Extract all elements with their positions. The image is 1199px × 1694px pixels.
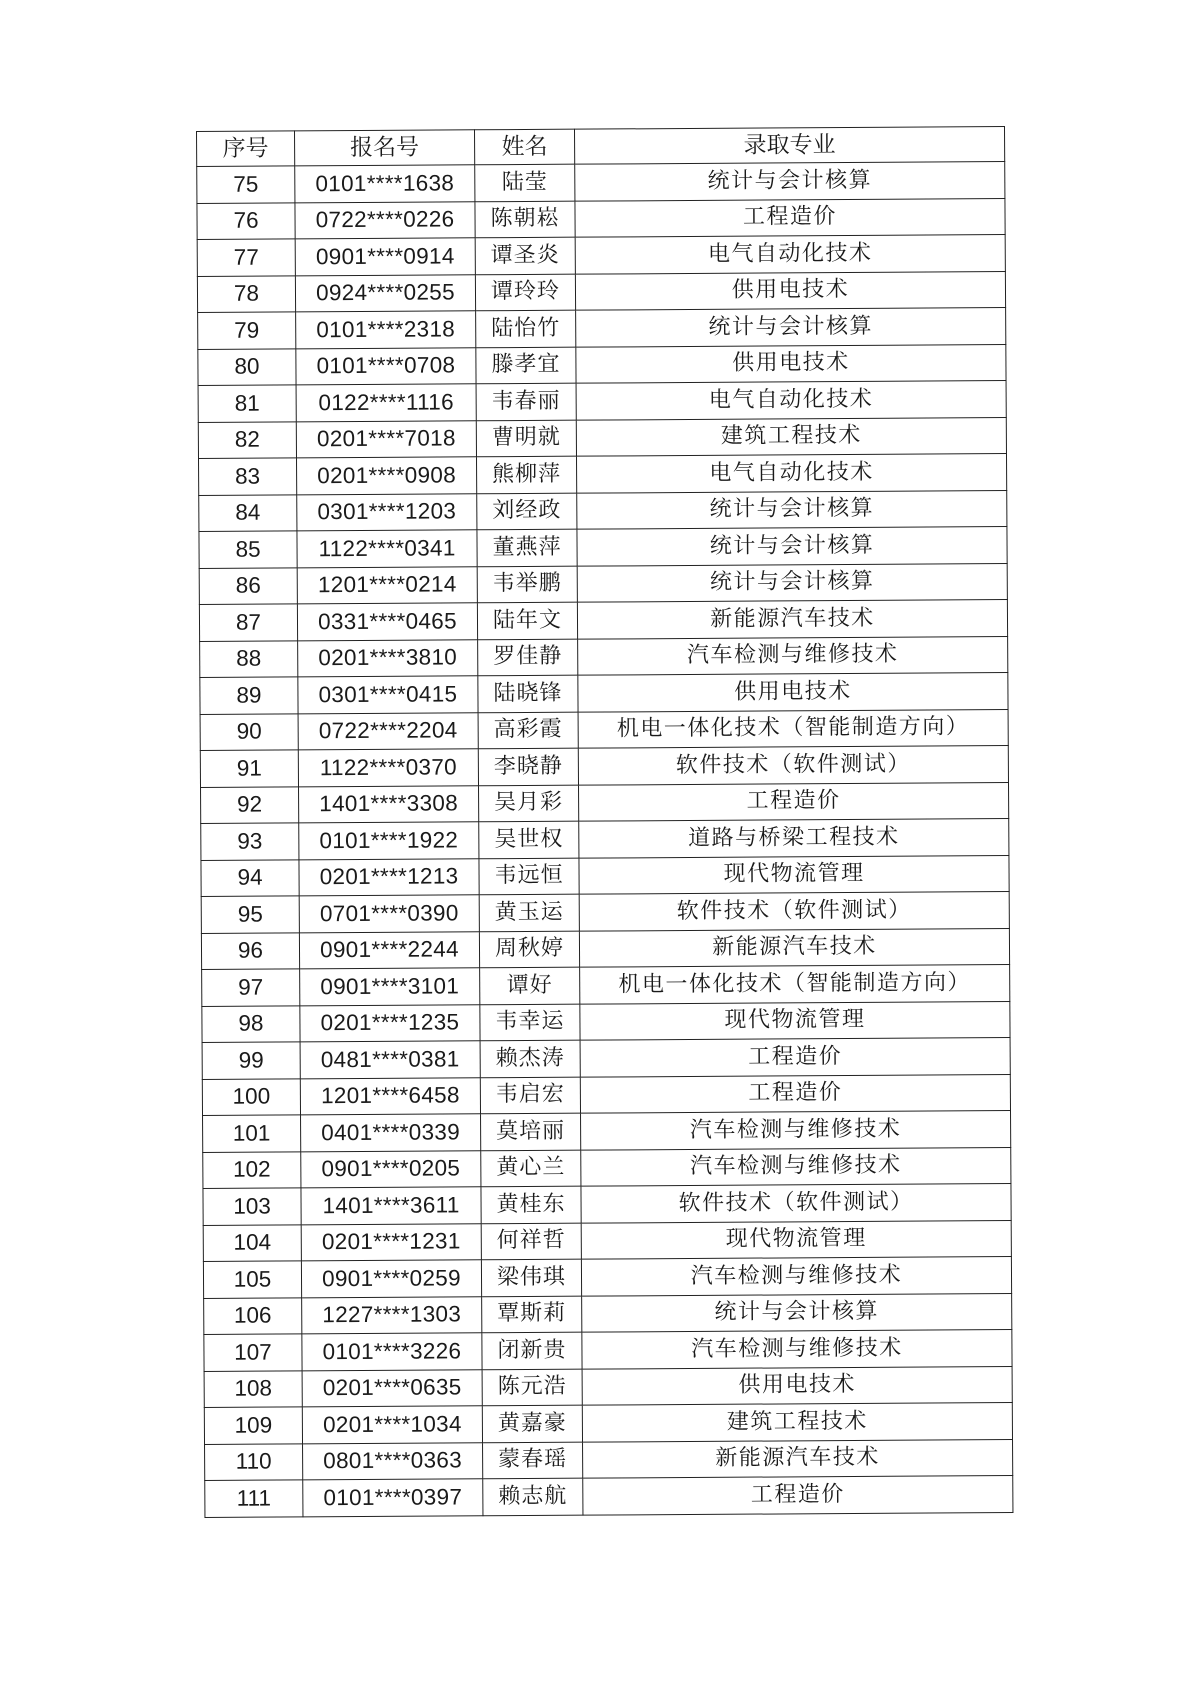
cell-name: 罗佳静 <box>478 639 578 676</box>
table-row <box>198 308 1006 349</box>
cell-seq: 79 <box>198 312 296 349</box>
cell-major: 现代物流管理 <box>580 1001 1010 1040</box>
cell-name: 陈元浩 <box>482 1369 582 1406</box>
cell-reg-no: 1401****3611 <box>301 1187 481 1225</box>
table-row <box>203 1257 1011 1298</box>
cell-name: 吴月彩 <box>479 785 579 822</box>
cell-seq: 89 <box>200 677 298 714</box>
cell-name: 韦幸运 <box>480 1004 580 1041</box>
cell-major: 汽车检测与维修技术 <box>581 1147 1011 1186</box>
table-row <box>202 1038 1010 1079</box>
cell-reg-no: 0201****7018 <box>296 420 476 458</box>
header-row <box>197 127 1005 167</box>
cell-name: 滕孝宜 <box>476 347 576 384</box>
cell-reg-no: 1401****3308 <box>299 785 479 823</box>
cell-seq: 96 <box>201 932 299 969</box>
cell-reg-no: 0201****3810 <box>298 639 478 677</box>
table-row <box>200 746 1008 787</box>
table-row <box>199 454 1007 495</box>
cell-name: 蒙春瑶 <box>483 1442 583 1479</box>
cell-reg-no: 1201****6458 <box>300 1077 480 1115</box>
cell-reg-no: 0401****0339 <box>301 1114 481 1152</box>
cell-major: 工程造价 <box>579 782 1009 821</box>
cell-major: 工程造价 <box>580 1074 1010 1113</box>
table-row <box>204 1293 1012 1334</box>
cell-name: 高彩霞 <box>478 712 578 749</box>
cell-seq: 85 <box>199 531 297 568</box>
cell-major: 汽车检测与维修技术 <box>582 1330 1012 1369</box>
cell-major: 软件技术（软件测试） <box>578 746 1008 785</box>
table-row <box>198 344 1006 385</box>
cell-reg-no: 0201****1231 <box>301 1223 481 1261</box>
table-row <box>197 271 1005 312</box>
cell-seq: 94 <box>201 859 299 896</box>
cell-reg-no: 0331****0465 <box>297 603 477 641</box>
cell-name: 谭好 <box>480 967 580 1004</box>
cell-seq: 78 <box>197 275 295 312</box>
table-header <box>197 127 1005 167</box>
table-row <box>203 1184 1011 1225</box>
cell-reg-no: 0722****2204 <box>298 712 478 750</box>
cell-reg-no: 1122****0341 <box>297 530 477 568</box>
cell-name: 刘经政 <box>477 493 577 530</box>
cell-reg-no: 0101****1922 <box>299 822 479 860</box>
cell-name: 熊柳萍 <box>476 456 576 493</box>
cell-seq: 80 <box>198 348 296 385</box>
cell-seq: 83 <box>199 458 297 495</box>
cell-name: 闭新贵 <box>482 1332 582 1369</box>
cell-seq: 101 <box>203 1115 301 1152</box>
cell-major: 统计与会计核算 <box>582 1293 1012 1332</box>
cell-name: 梁伟琪 <box>481 1259 581 1296</box>
cell-seq: 102 <box>203 1151 301 1188</box>
cell-name: 韦远恒 <box>479 858 579 895</box>
cell-reg-no: 0701****0390 <box>299 895 479 933</box>
cell-name: 黄桂东 <box>481 1186 581 1223</box>
cell-reg-no: 0201****0635 <box>302 1369 482 1407</box>
cell-reg-no: 0101****1638 <box>295 165 475 203</box>
table-row <box>203 1147 1011 1188</box>
cell-seq: 77 <box>197 239 295 276</box>
header-reg-no: 报名号 <box>295 130 475 166</box>
cell-reg-no: 0901****3101 <box>300 968 480 1006</box>
cell-seq: 110 <box>205 1443 303 1480</box>
cell-seq: 107 <box>204 1334 302 1371</box>
cell-major: 机电一体化技术（智能制造方向） <box>580 965 1010 1004</box>
cell-major: 供用电技术 <box>575 271 1005 310</box>
cell-name: 谭圣炎 <box>475 237 575 274</box>
table-row <box>204 1403 1012 1444</box>
cell-reg-no: 0481****0381 <box>300 1041 480 1079</box>
cell-name: 吴世权 <box>479 821 579 858</box>
cell-reg-no: 0901****0259 <box>301 1260 481 1298</box>
cell-reg-no: 0801****0363 <box>303 1442 483 1480</box>
cell-major: 工程造价 <box>583 1476 1013 1515</box>
cell-reg-no: 1227****1303 <box>302 1296 482 1334</box>
cell-major: 供用电技术 <box>576 344 1006 383</box>
cell-reg-no: 0301****0415 <box>298 676 478 714</box>
cell-seq: 82 <box>198 421 296 458</box>
cell-seq: 86 <box>199 567 297 604</box>
cell-reg-no: 0722****0226 <box>295 201 475 239</box>
table-row <box>203 1220 1011 1261</box>
table-row <box>199 490 1007 531</box>
cell-name: 陆怡竹 <box>476 310 576 347</box>
cell-seq: 92 <box>201 786 299 823</box>
cell-major: 统计与会计核算 <box>577 527 1007 566</box>
cell-name: 何祥哲 <box>481 1223 581 1260</box>
cell-name: 董燕萍 <box>477 529 577 566</box>
table-row <box>199 600 1007 641</box>
cell-reg-no: 0924****0255 <box>295 274 475 312</box>
table-row <box>205 1476 1013 1517</box>
cell-reg-no: 0201****0908 <box>296 457 476 495</box>
table-row <box>204 1330 1012 1371</box>
header-name: 姓名 <box>474 129 574 165</box>
table-row <box>202 1001 1010 1042</box>
cell-name: 韦启宏 <box>480 1077 580 1114</box>
cell-major: 现代物流管理 <box>579 855 1009 894</box>
cell-seq: 81 <box>198 385 296 422</box>
cell-name: 陆年文 <box>477 602 577 639</box>
cell-reg-no: 0101****0397 <box>303 1479 483 1517</box>
cell-reg-no: 0901****0205 <box>301 1150 481 1188</box>
cell-seq: 97 <box>202 969 300 1006</box>
cell-reg-no: 0901****0914 <box>295 238 475 276</box>
header-major: 录取专业 <box>574 127 1004 165</box>
cell-reg-no: 0101****2318 <box>296 311 476 349</box>
cell-major: 新能源汽车技术 <box>579 928 1009 967</box>
cell-major: 汽车检测与维修技术 <box>581 1257 1011 1296</box>
cell-name: 周秋婷 <box>479 931 579 968</box>
cell-seq: 98 <box>202 1005 300 1042</box>
admission-table-wrapper <box>196 126 1012 1517</box>
cell-reg-no: 0201****1034 <box>302 1406 482 1444</box>
table-row <box>201 782 1009 823</box>
cell-seq: 105 <box>203 1261 301 1298</box>
cell-reg-no: 0201****1213 <box>299 858 479 896</box>
cell-major: 软件技术（软件测试） <box>579 892 1009 931</box>
cell-seq: 109 <box>204 1407 302 1444</box>
cell-seq: 108 <box>204 1370 302 1407</box>
table-row <box>200 636 1008 677</box>
cell-reg-no: 1201****0214 <box>297 566 477 604</box>
cell-name: 李晓静 <box>478 748 578 785</box>
cell-name: 黄心兰 <box>481 1150 581 1187</box>
cell-major: 建筑工程技术 <box>576 417 1006 456</box>
cell-major: 新能源汽车技术 <box>583 1439 1013 1478</box>
cell-major: 工程造价 <box>580 1038 1010 1077</box>
cell-major: 统计与会计核算 <box>577 490 1007 529</box>
cell-name: 谭玲玲 <box>475 274 575 311</box>
cell-reg-no: 0122****1116 <box>296 384 476 422</box>
table-row <box>205 1439 1013 1480</box>
cell-major: 机电一体化技术（智能制造方向） <box>578 709 1008 748</box>
cell-reg-no: 0301****1203 <box>297 493 477 531</box>
table-row <box>202 965 1010 1006</box>
cell-name: 韦举鹏 <box>477 566 577 603</box>
cell-name: 黄嘉豪 <box>482 1405 582 1442</box>
cell-seq: 93 <box>201 823 299 860</box>
table-body <box>197 162 1013 1517</box>
cell-major: 电气自动化技术 <box>576 454 1006 493</box>
table-row <box>201 819 1009 860</box>
cell-major: 汽车检测与维修技术 <box>581 1111 1011 1150</box>
header-seq: 序号 <box>197 131 295 167</box>
table-row <box>197 162 1005 203</box>
table-row <box>199 563 1007 604</box>
cell-major: 电气自动化技术 <box>575 235 1005 274</box>
cell-major: 建筑工程技术 <box>582 1403 1012 1442</box>
cell-major: 供用电技术 <box>582 1366 1012 1405</box>
cell-major: 供用电技术 <box>578 673 1008 712</box>
table-row <box>199 527 1007 568</box>
table-row <box>198 381 1006 422</box>
table-row <box>204 1366 1012 1407</box>
table-row <box>200 709 1008 750</box>
table-row <box>201 855 1009 896</box>
table-row <box>203 1111 1011 1152</box>
table-row <box>201 892 1009 933</box>
cell-name: 黄玉运 <box>479 894 579 931</box>
cell-seq: 84 <box>199 494 297 531</box>
table-row <box>197 235 1005 276</box>
cell-major: 统计与会计核算 <box>577 563 1007 602</box>
table-row <box>201 928 1009 969</box>
cell-major: 电气自动化技术 <box>576 381 1006 420</box>
cell-major: 统计与会计核算 <box>575 162 1005 201</box>
cell-reg-no: 1122****0370 <box>298 749 478 787</box>
cell-seq: 106 <box>204 1297 302 1334</box>
cell-name: 陆莹 <box>475 164 575 201</box>
admission-table <box>196 126 1013 1517</box>
cell-seq: 104 <box>203 1224 301 1261</box>
cell-name: 赖杰涛 <box>480 1040 580 1077</box>
cell-seq: 111 <box>205 1480 303 1517</box>
cell-seq: 75 <box>197 166 295 203</box>
cell-reg-no: 0101****3226 <box>302 1333 482 1371</box>
cell-major: 软件技术（软件测试） <box>581 1184 1011 1223</box>
table-row <box>197 198 1005 239</box>
table-row <box>198 417 1006 458</box>
cell-name: 覃斯莉 <box>482 1296 582 1333</box>
table-row <box>200 673 1008 714</box>
cell-seq: 87 <box>199 604 297 641</box>
cell-name: 陈朝崧 <box>475 201 575 238</box>
cell-name: 曹明就 <box>476 420 576 457</box>
cell-seq: 100 <box>202 1078 300 1115</box>
cell-seq: 95 <box>201 896 299 933</box>
cell-name: 韦春丽 <box>476 383 576 420</box>
table-row <box>202 1074 1010 1115</box>
cell-major: 工程造价 <box>575 198 1005 237</box>
cell-seq: 103 <box>203 1188 301 1225</box>
cell-name: 陆晓锋 <box>478 675 578 712</box>
cell-major: 现代物流管理 <box>581 1220 1011 1259</box>
cell-major: 汽车检测与维修技术 <box>578 636 1008 675</box>
cell-reg-no: 0901****2244 <box>299 931 479 969</box>
cell-seq: 76 <box>197 202 295 239</box>
cell-name: 莫培丽 <box>481 1113 581 1150</box>
cell-major: 道路与桥梁工程技术 <box>579 819 1009 858</box>
cell-major: 统计与会计核算 <box>576 308 1006 347</box>
cell-seq: 88 <box>200 640 298 677</box>
cell-seq: 99 <box>202 1042 300 1079</box>
cell-seq: 90 <box>200 713 298 750</box>
cell-seq: 91 <box>200 750 298 787</box>
cell-name: 赖志航 <box>483 1478 583 1515</box>
cell-reg-no: 0101****0708 <box>296 347 476 385</box>
cell-reg-no: 0201****1235 <box>300 1004 480 1042</box>
cell-major: 新能源汽车技术 <box>577 600 1007 639</box>
